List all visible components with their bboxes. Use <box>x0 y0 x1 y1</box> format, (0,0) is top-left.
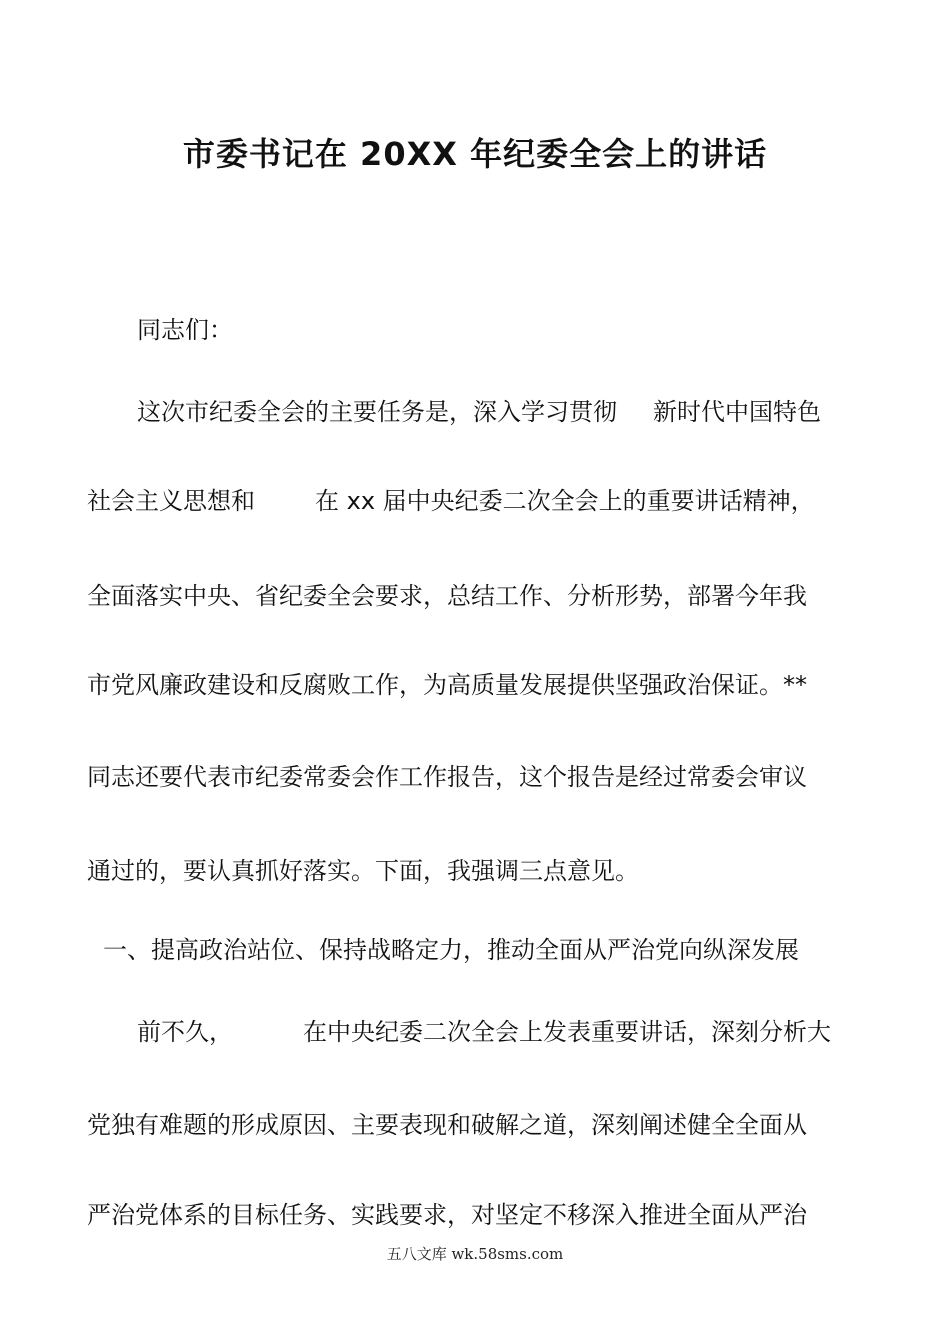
paragraph-2-line-1-part-a: 前不久， <box>137 1018 233 1046</box>
paragraph-2-line-1-part-b: 在中央纪委二次全会上发表重要讲话，深刻分析大 <box>303 1018 831 1046</box>
document-title: 市委书记在 20XX 年纪委全会上的讲话 <box>182 135 768 173</box>
paragraph-1-line-4: 市党风廉政建设和反腐败工作，为高质量发展提供坚强政治保证。** <box>87 671 807 699</box>
paragraph-1-line-1-part-b: 新时代中国特色 <box>653 398 821 426</box>
salutation: 同志们： <box>137 316 233 344</box>
paragraph-1-line-3: 全面落实中央、省纪委全会要求，总结工作、分析形势，部署今年我 <box>87 582 807 610</box>
paragraph-2-line-3: 严治党体系的目标任务、实践要求，对坚定不移深入推进全面从严治 <box>87 1201 807 1229</box>
footer-watermark: 五八文库 wk.58sms.com <box>386 1245 564 1263</box>
section-heading-1: 一、提高政治站位、保持战略定力，推动全面从严治党向纵深发展 <box>103 936 799 964</box>
paragraph-1-line-1 <box>137 392 867 432</box>
paragraph-1-line-2-part-b: 在 xx 届中央纪委二次全会上的重要讲话精神， <box>315 487 815 515</box>
paragraph-1-line-1-part-a: 这次市纪委全会的主要任务是，深入学习贯彻 <box>137 398 617 426</box>
paragraph-2-line-1 <box>137 1012 867 1052</box>
paragraph-1-line-2-part-a: 社会主义思想和 <box>87 487 255 515</box>
paragraph-1-line-5: 同志还要代表市纪委常委会作工作报告，这个报告是经过常委会审议 <box>87 763 807 791</box>
paragraph-1-line-2 <box>87 481 867 521</box>
paragraph-2-line-2: 党独有难题的形成原因、主要表现和破解之道，深刻阐述健全全面从 <box>87 1111 807 1139</box>
paragraph-1-line-6: 通过的，要认真抓好落实。下面，我强调三点意见。 <box>87 857 639 885</box>
